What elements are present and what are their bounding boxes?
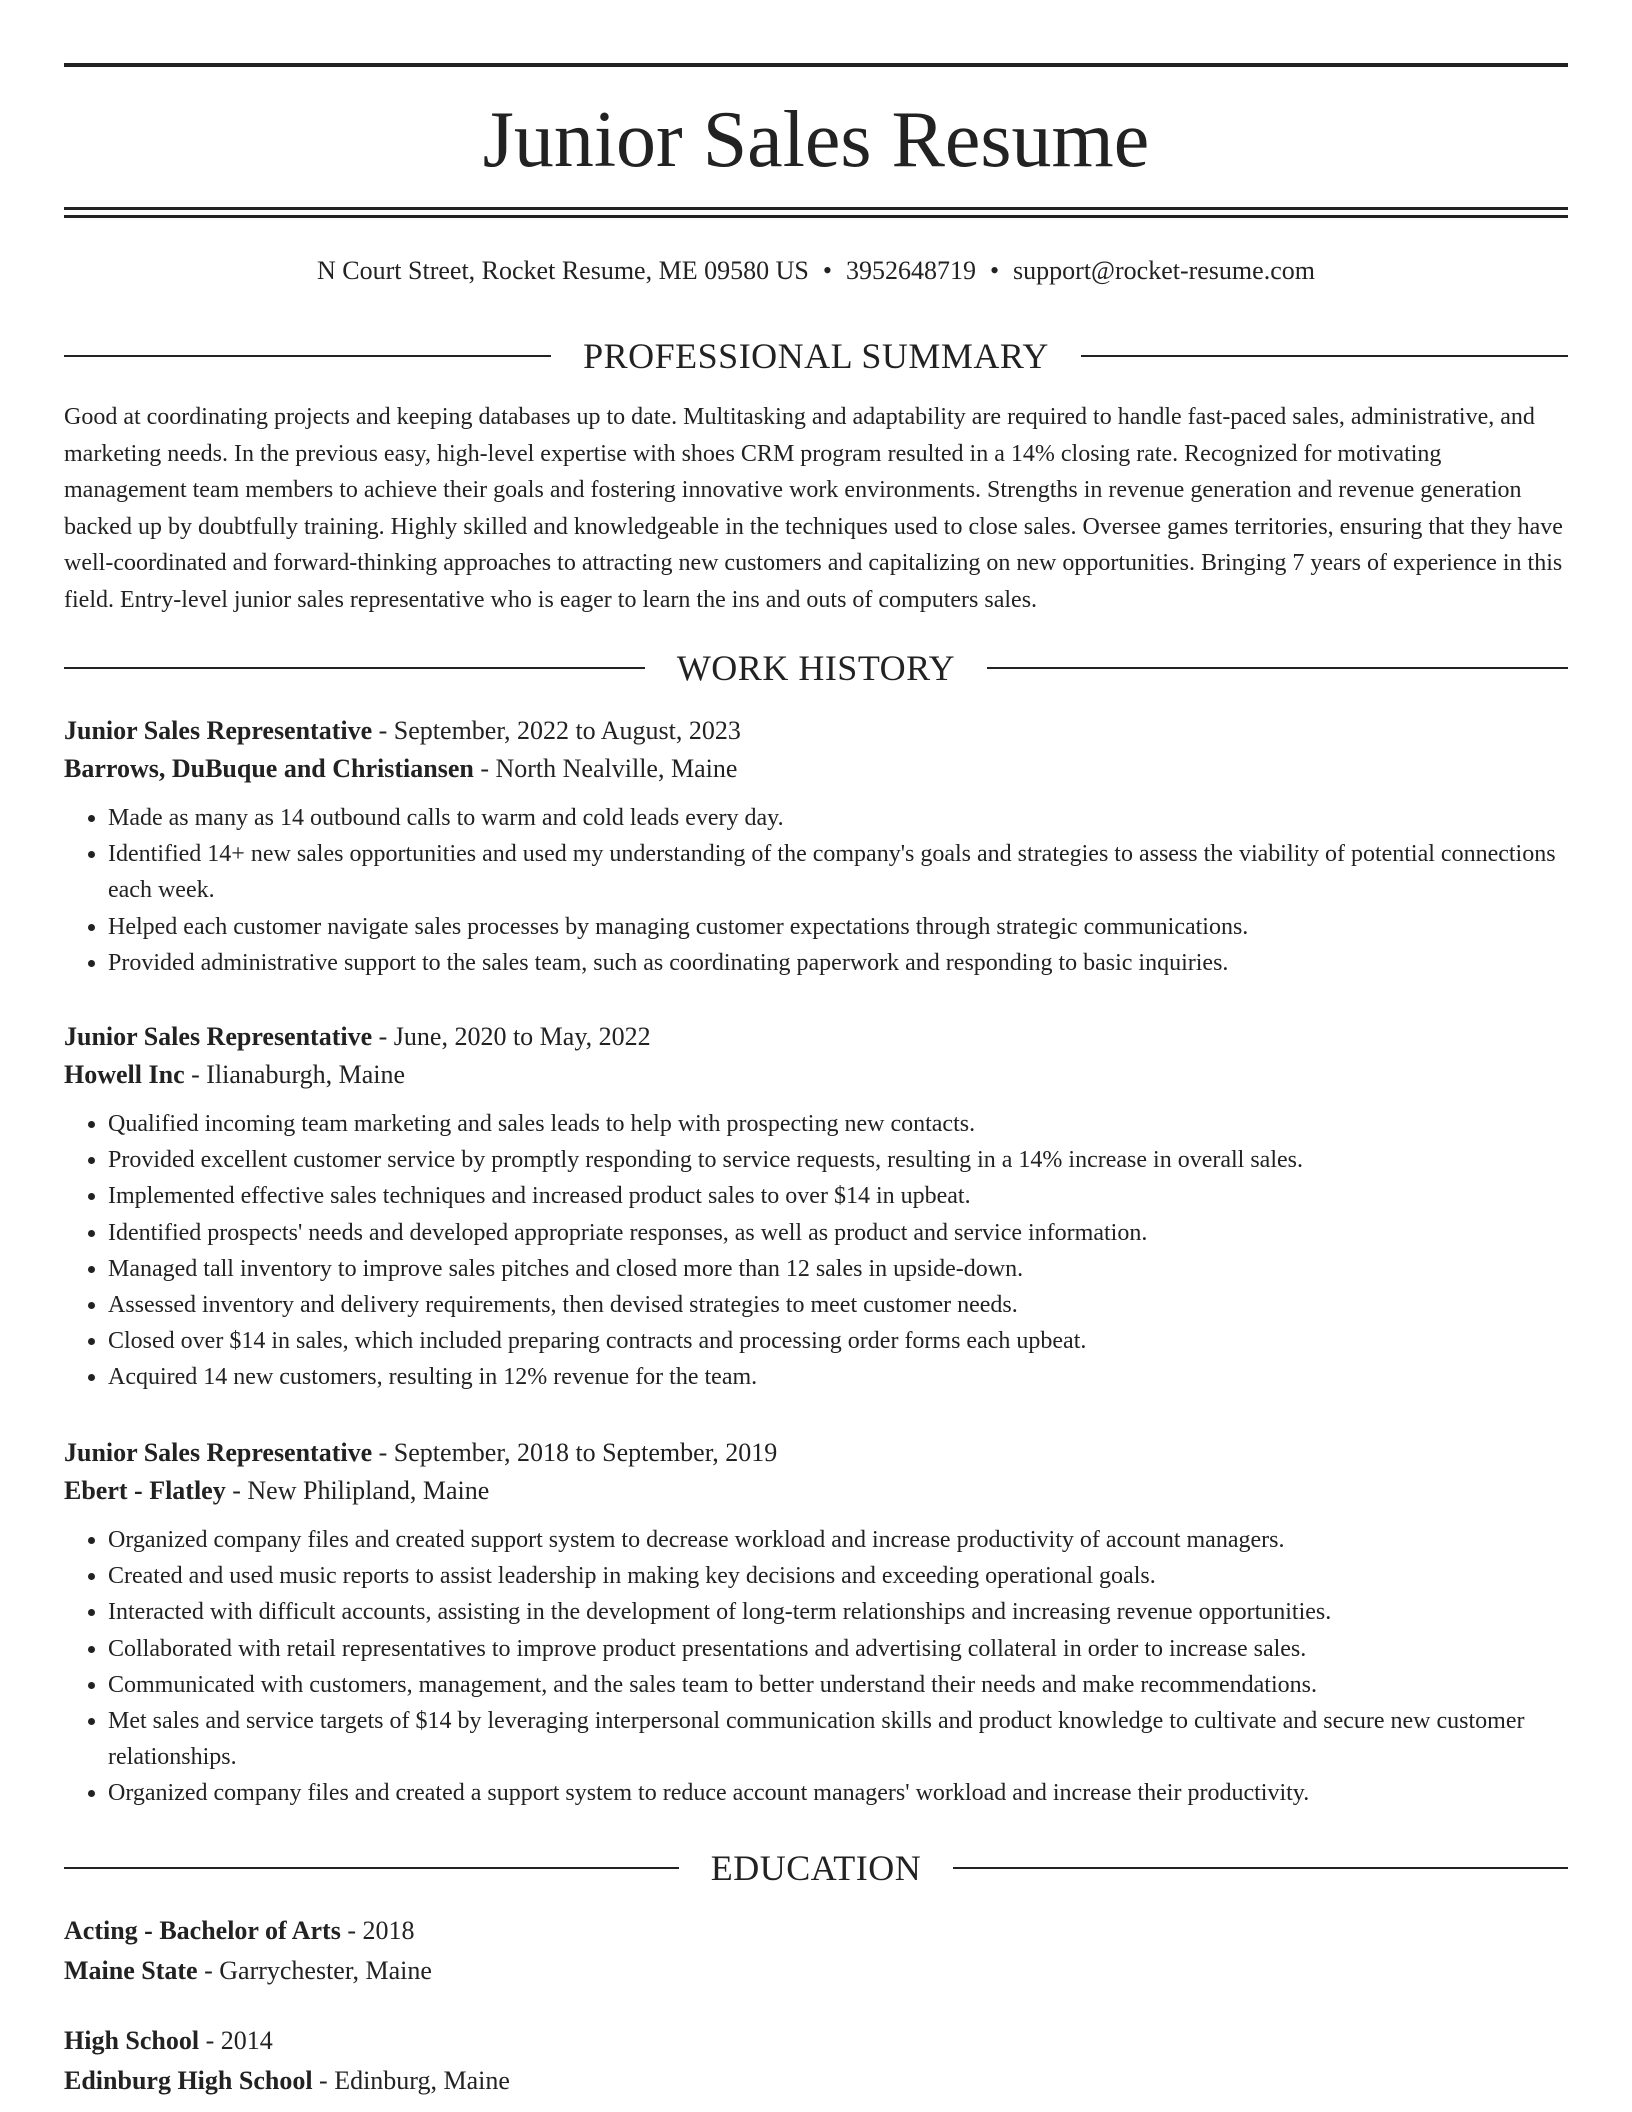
job-title-line — [64, 712, 1568, 750]
education-year: - 2014 — [199, 2026, 273, 2055]
work-history-heading — [64, 646, 1568, 690]
job-title: Junior Sales Representative — [64, 716, 373, 745]
job-bullets — [64, 1522, 1568, 1812]
list-item: • Organized company files and created support system to decrease workload and increase productivity of account managers. — [108, 1522, 1568, 1558]
summary-heading — [64, 334, 1568, 378]
education-heading — [64, 1846, 1568, 1890]
page-title: Junior Sales Resume — [482, 96, 1150, 184]
job-bullets — [64, 1106, 1568, 1396]
list-item: • Met sales and service targets of $14 by leveraging interpersonal communication skills and product knowledge to cultivate and secure new customer relationships. — [108, 1703, 1568, 1775]
list-item: • Implemented effective sales techniques and increased product sales to over $14 in upbeat. — [108, 1178, 1568, 1214]
education-entry-2 — [64, 2022, 1568, 2100]
job-company-line — [64, 1056, 1568, 1094]
education-location: - Edinburg, Maine — [312, 2066, 510, 2095]
contact-separator: • — [989, 256, 1000, 285]
education-heading-label: EDUCATION — [710, 1848, 922, 1888]
job-company-line — [64, 1472, 1568, 1510]
job-entry-2 — [64, 1018, 1568, 1396]
education-entry-1 — [64, 1912, 1568, 1990]
job-company-line — [64, 750, 1568, 788]
job-dates: - September, 2022 to August, 2023 — [372, 716, 741, 745]
heading-rule-left — [64, 1867, 679, 1869]
contact-address: N Court Street, Rocket Resume, ME 09580 US — [317, 256, 809, 285]
list-item: • Provided excellent customer service by promptly responding to service requests, resulting in a 14% increase in overall sales. — [108, 1142, 1568, 1178]
list-item: • Created and used music reports to assist leadership in making key decisions and exceeding operational goals. — [108, 1558, 1568, 1594]
job-location: - North Nealville, Maine — [473, 754, 738, 783]
education-school-line — [64, 2062, 1568, 2100]
contact-email: support@rocket-resume.com — [1013, 256, 1315, 285]
contact-line — [64, 254, 1568, 288]
list-item: • Closed over $14 in sales, which included preparing contracts and processing order forms each upbeat. — [108, 1323, 1568, 1359]
education-year: - 2018 — [340, 1916, 415, 1945]
job-bullets — [64, 800, 1568, 981]
job-entry-3 — [64, 1434, 1568, 1812]
list-item: • Acquired 14 new customers, resulting in 12% revenue for the team. — [108, 1359, 1568, 1395]
job-entry-1 — [64, 712, 1568, 981]
education-school: Edinburg High School — [64, 2066, 313, 2095]
heading-rule-left — [64, 667, 645, 669]
summary-heading-label: PROFESSIONAL SUMMARY — [583, 336, 1049, 376]
list-item: • Collaborated with retail representatives to improve product presentations and advertising collateral in order to increase sales. — [108, 1631, 1568, 1667]
education-location: - Garrychester, Maine — [197, 1956, 432, 1985]
job-company: Barrows, DuBuque and Christiansen — [64, 754, 474, 783]
education-degree: Acting - Bachelor of Arts — [64, 1916, 341, 1945]
heading-rule-right — [953, 1867, 1568, 1869]
list-item: • Identified 14+ new sales opportunities and used my understanding of the company's goals and strategies to assess the viability of potential connections each week. — [108, 836, 1568, 908]
list-item: • Provided administrative support to the sales team, such as coordinating paperwork and responding to basic inquiries. — [108, 945, 1568, 981]
heading-rule-left — [64, 355, 551, 357]
title-rule-upper — [64, 207, 1568, 210]
summary-text: Good at coordinating projects and keeping databases up to date. Multitasking and adaptability are required to handle fast-paced sales, administrative, and marketing needs. In the previous easy, high-level expertise with shoes CRM program resulted in a 14% closing rate. Recognized for motivating management team members to achieve their goals and fostering innovative work environments. Strengths in revenue generation and revenue generation backed up by doubtfully training. Highly skilled and knowledgeable in the techniques used to close sales. Oversee games territories, ensuring that they have well-coordinated and forward-thinking approaches to attracting new customers and capitalizing on new opportunities. Bringing 7 years of experience in this field. Entry-level junior sales representative who is eager to learn the ins and outs of computers sales. — [64, 404, 1563, 613]
list-item: • Made as many as 14 outbound calls to warm and cold leads every day. — [108, 800, 1568, 836]
list-item: • Communicated with customers, management, and the sales team to better understand their needs and make recommendations. — [108, 1667, 1568, 1703]
list-item: • Interacted with difficult accounts, assisting in the development of long-term relationships and increasing revenue opportunities. — [108, 1594, 1568, 1630]
job-title: Junior Sales Representative — [64, 1438, 373, 1467]
job-location: - New Philipland, Maine — [225, 1476, 490, 1505]
list-item: • Identified prospects' needs and developed appropriate responses, as well as product and service information. — [108, 1215, 1568, 1251]
heading-rule-right — [1081, 355, 1568, 357]
education-degree: High School — [64, 2026, 200, 2055]
job-dates: - September, 2018 to September, 2019 — [372, 1438, 778, 1467]
job-title-line — [64, 1434, 1568, 1472]
list-item: • Assessed inventory and delivery requirements, then devised strategies to meet customer needs. — [108, 1287, 1568, 1323]
list-item: • Qualified incoming team marketing and sales leads to help with prospecting new contacts. — [108, 1106, 1568, 1142]
job-location: - Ilianaburgh, Maine — [184, 1060, 406, 1089]
education-degree-line — [64, 1912, 1568, 1950]
job-company: Howell Inc — [64, 1060, 185, 1089]
list-item: • Helped each customer navigate sales processes by managing customer expectations through strategic communications. — [108, 909, 1568, 945]
heading-rule-right — [987, 667, 1568, 669]
contact-phone: 3952648719 — [845, 256, 976, 285]
title-rule-lower — [64, 215, 1568, 218]
list-item: • Managed tall inventory to improve sales pitches and closed more than 12 sales in upside-down. — [108, 1251, 1568, 1287]
education-school-line — [64, 1952, 1568, 1990]
contact-separator: • — [822, 256, 832, 285]
education-school: Maine State — [64, 1956, 198, 1985]
list-item: • Organized company files and created a support system to reduce account managers' workload and increase their productivity. — [108, 1775, 1568, 1811]
top-rule — [64, 63, 1568, 67]
job-company: Ebert - Flatley — [64, 1476, 226, 1505]
education-degree-line — [64, 2022, 1568, 2060]
work-history-heading-label: WORK HISTORY — [676, 648, 956, 688]
job-title-line — [64, 1018, 1568, 1056]
job-title: Junior Sales Representative — [64, 1022, 373, 1051]
job-dates: - June, 2020 to May, 2022 — [372, 1022, 651, 1051]
